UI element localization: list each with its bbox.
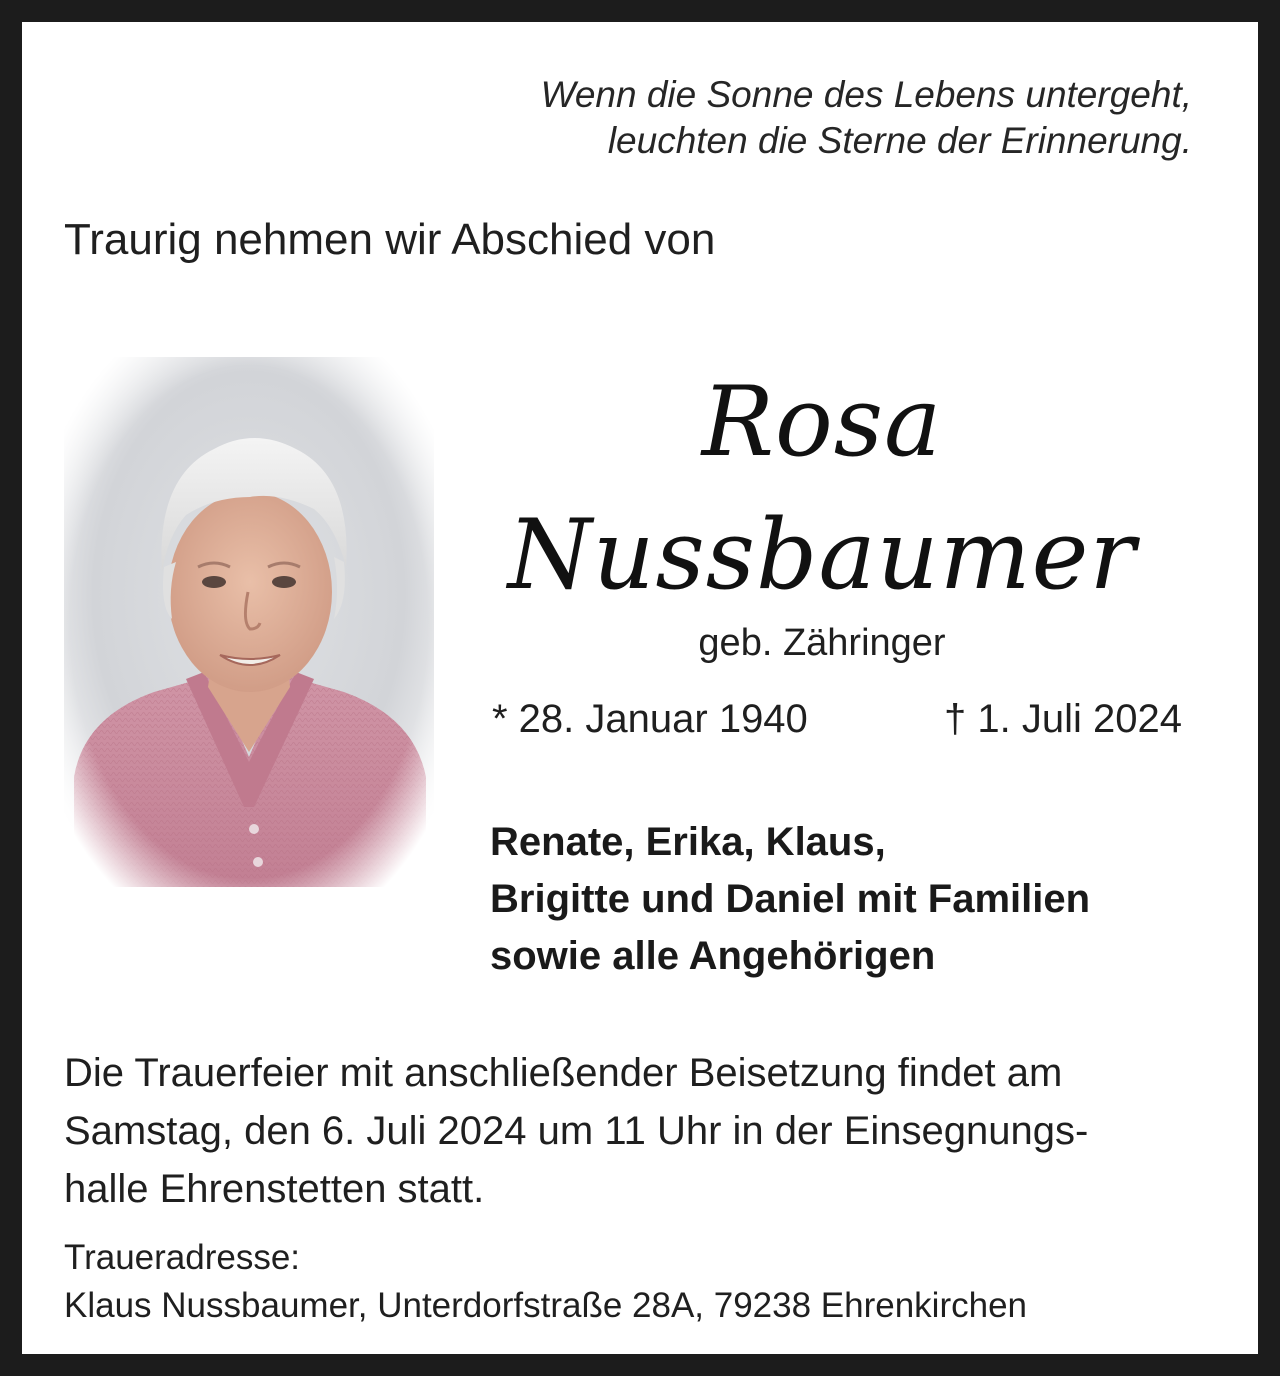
motto-quote	[292, 72, 1192, 164]
birth-date: * 28. Januar 1940	[492, 697, 808, 741]
ceremony-line-1: Die Trauerfeier mit anschließender Beisetzung findet am	[64, 1051, 1063, 1095]
ceremony-info	[64, 1044, 1234, 1218]
deceased-first-name: Rosa	[701, 366, 943, 478]
mourners-list	[490, 814, 1090, 985]
ceremony-line-3: halle Ehrenstetten statt.	[64, 1167, 485, 1211]
portrait-photo	[64, 357, 434, 887]
address-text: Klaus Nussbaumer, Unterdorfstraße 28A, 79238 Ehrenkirchen	[64, 1286, 1028, 1325]
intro-text: Traurig nehmen wir Abschied von	[64, 215, 716, 264]
mourning-address	[64, 1234, 1027, 1330]
address-label: Traueradresse:	[64, 1238, 301, 1277]
ceremony-line-2: Samstag, den 6. Juli 2024 um 11 Uhr in der Einsegnungs-	[64, 1109, 1089, 1153]
mourners-line-3: sowie alle Angehörigen	[490, 934, 936, 978]
mourners-line-1: Renate, Erika, Klaus,	[490, 820, 886, 864]
motto-line-1: Wenn die Sonne des Lebens untergeht,	[540, 74, 1192, 115]
death-date: † 1. Juli 2024	[944, 697, 1182, 741]
mourners-line-2: Brigitte und Daniel mit Familien	[490, 877, 1091, 921]
deceased-last-name: Nussbaumer	[507, 499, 1137, 611]
motto-line-2: leuchten die Sterne der Erinnerung.	[607, 120, 1192, 161]
maiden-name: geb. Zähringer	[698, 622, 946, 664]
